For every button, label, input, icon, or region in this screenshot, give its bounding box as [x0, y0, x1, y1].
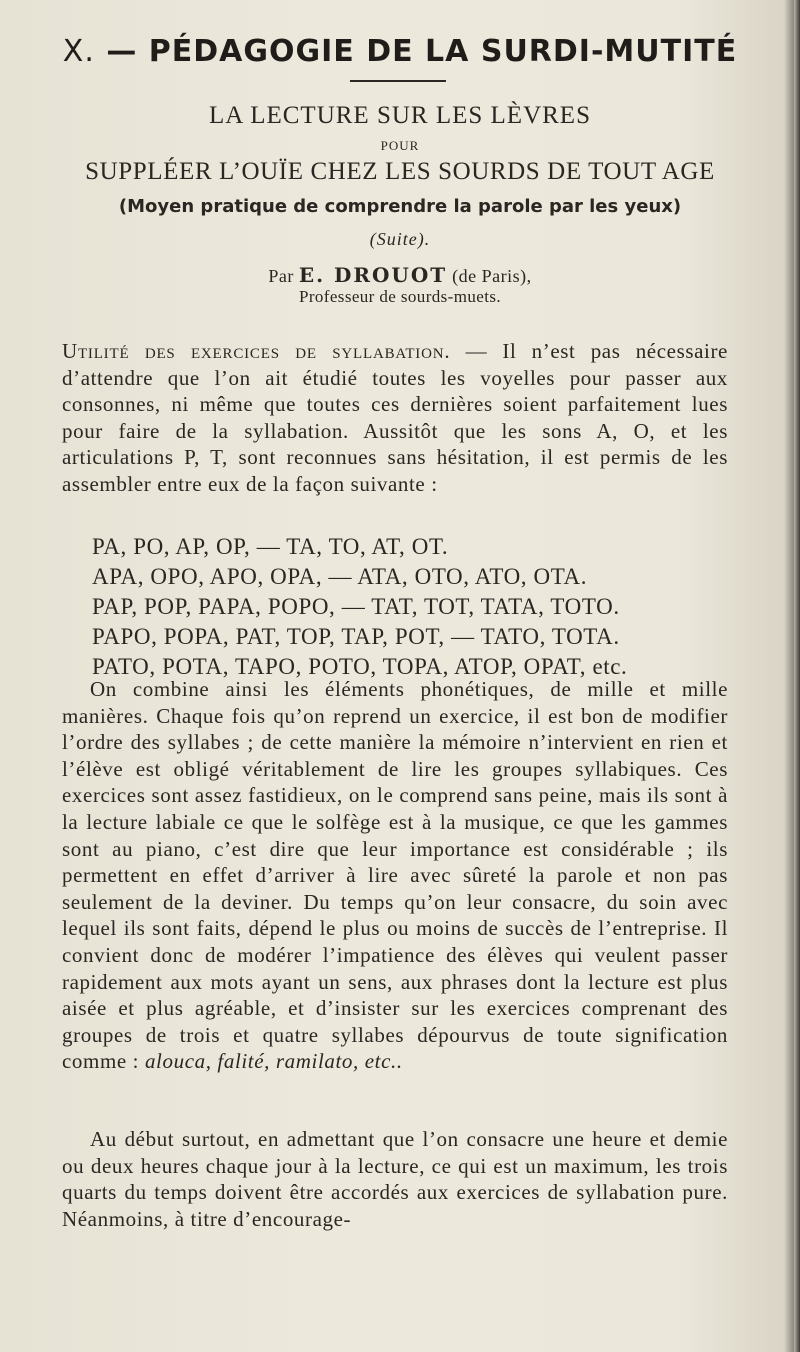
syllable-line: PATO, POTA, TAPO, POTO, TOPA, ATOP, OPAT, etc. — [92, 654, 628, 679]
byline-prefix: Par — [268, 266, 294, 286]
paragraph-2-text: On combine ainsi les éléments phonétiques, de mille et mille manières. Chaque fois qu’on reprend un exercice, il est bon de modifier l’ordre des syllabes ; de cette manière la mémoire n’intervient en rien et l’élève est obligé véritablement de lire les groupes syllabiques. Ces exercices sont assez fastidieux, on le comprend sans peine, mais ils sont à la lecture labiale ce que le solfège est à la musique, ce que les gammes sont au piano, c’est dire que leur importance est considérable ; ils permettent en effet d’arriver à lire avec sûreté la parole et non pas seulement de la deviner. Du temps qu’on leur consacre, du soin avec lequel ils sont faits, dépend le plus ou moins de succès de l’entreprise. Il convient donc de modérer l’impatience des élèves qui veulent passer rapidement aux mots ayant un sens, aux phrases dont la lecture est plus aisée et plus agréable, et d’insister sur les exercices comprenant des groupes de trois et quatre syllabes dépourvus de toute signification comme : — [62, 677, 728, 1074]
paragraph-3: Au début surtout, en admettant que l’on consacre une heure et demie ou deux heures chaque jour à la lecture, ce qui est un maximum, les trois quarts du temps doivent être accordés aux exercices de syllabation pure. Néanmoins, à titre d’encourage- — [62, 1127, 728, 1231]
article-title-line3: SUPPLÉER L’OUÏE CHEZ LES SOURDS DE TOUT AGE — [85, 158, 715, 185]
author-origin: (de Paris), — [452, 266, 532, 286]
syllable-line: PAP, POP, PAPA, POPO, — TAT, TOT, TATA, TOTO. — [92, 594, 620, 619]
section-heading — [0, 34, 800, 69]
paragraph-1-text: — Il n’est pas nécessaire d’attendre que l’on ait étudié toutes les voyelles pour passer aux consonnes, ni même que toutes ces dernières soient parfaitement lues pour faire de la syllabation. Aussitôt que les sons A, O, et les articulations P, T, sont reconnues sans hésitation, il est permis de les assembler entre eux de la façon suivante : — [62, 339, 728, 496]
paragraph-2-examples: alouca, falité, ramilato, etc.. — [144, 1049, 403, 1074]
syllable-exercise-list — [92, 532, 732, 682]
title-rule — [350, 80, 446, 82]
syllable-line: APA, OPO, APO, OPA, — ATA, OTO, ATO, OTA. — [92, 564, 588, 589]
author-name: E. DROUOT — [298, 263, 448, 287]
paragraph-1-lead: Utilité des exercices de syllabation. — [62, 339, 451, 363]
author-role: Professeur de sourds-muets. — [298, 287, 502, 306]
byline — [0, 263, 800, 287]
continuation-note: (Suite). — [369, 229, 431, 249]
article-title-line1: LA LECTURE SUR LES LÈVRES — [209, 102, 591, 129]
article-subtitle: (Moyen pratique de comprendre la parole par les yeux) — [118, 196, 682, 217]
paragraph-2 — [62, 676, 728, 1075]
syllable-line: PAPO, POPA, PAT, TOP, TAP, POT, — TATO, TOTA. — [92, 624, 620, 649]
syllable-line: PA, PO, AP, OP, — TA, TO, AT, OT. — [92, 534, 449, 559]
section-title: PÉDAGOGIE DE LA SURDI-MUTITÉ — [148, 34, 738, 69]
paragraph-1 — [62, 338, 728, 498]
article-title-line2: POUR — [380, 138, 420, 153]
section-number: X. — [62, 34, 95, 69]
section-dash: — — [106, 34, 138, 69]
